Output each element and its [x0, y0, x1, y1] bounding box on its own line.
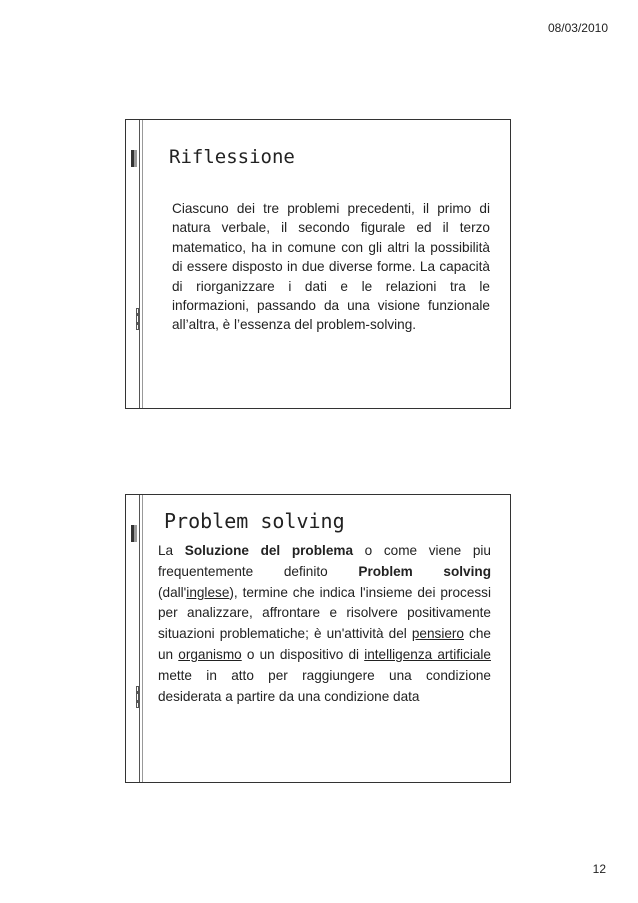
slide-title: Problem solving [164, 509, 345, 533]
text-segment: La [158, 543, 185, 558]
text-segment: o come viene piu frequentemente definito [158, 543, 491, 579]
bullet-marker [131, 150, 137, 167]
text-segment: ), termine che indica l'insieme dei processi per analizzare, affrontare e risolvere positivamente situazioni problematiche; è un'attività del [158, 584, 491, 642]
text-segment: (dall' [158, 584, 187, 600]
text-segment: o un dispositivo di [241, 646, 365, 662]
slide-body-text [158, 541, 491, 707]
bold-term-problem-solving: Problem solving [358, 563, 491, 579]
link-organismo[interactable]: organismo [178, 646, 242, 662]
bold-term-soluzione: Soluzione del problema [184, 543, 354, 558]
slide-problem-solving [125, 494, 511, 783]
slide-body-text: Ciascuno dei tre problemi precedenti, il primo di natura verbale, il secondo figurale ed il terzo matematico, ha in comune con gli altri la possibilità di essere disposto in due diverse forme. La capacità di riorganizzare i dati e le relazioni tra le informazioni, passando da una visione funzionale all’altra, è l’essenza del problem-solving. [172, 201, 490, 333]
link-pensiero[interactable]: pensiero [411, 626, 464, 642]
link-intelligenza-artificiale[interactable]: intelligenza artificiale [364, 646, 491, 662]
margin-marker [136, 686, 139, 708]
slide-riflessione [125, 119, 511, 409]
header-date: 08/03/2010 [547, 21, 608, 35]
margin-marker [136, 308, 139, 330]
text-segment: mette in atto per raggiungere una condizione desiderata a partire da una condizione data [158, 667, 491, 704]
link-inglese[interactable]: inglese [186, 584, 230, 600]
bullet-marker [131, 525, 137, 542]
slide-margin-line [139, 495, 143, 782]
text-segment: che un [158, 626, 491, 662]
page-number: 12 [592, 862, 606, 876]
slide-margin-line [139, 120, 143, 408]
slide-title: Riflessione [169, 146, 295, 168]
